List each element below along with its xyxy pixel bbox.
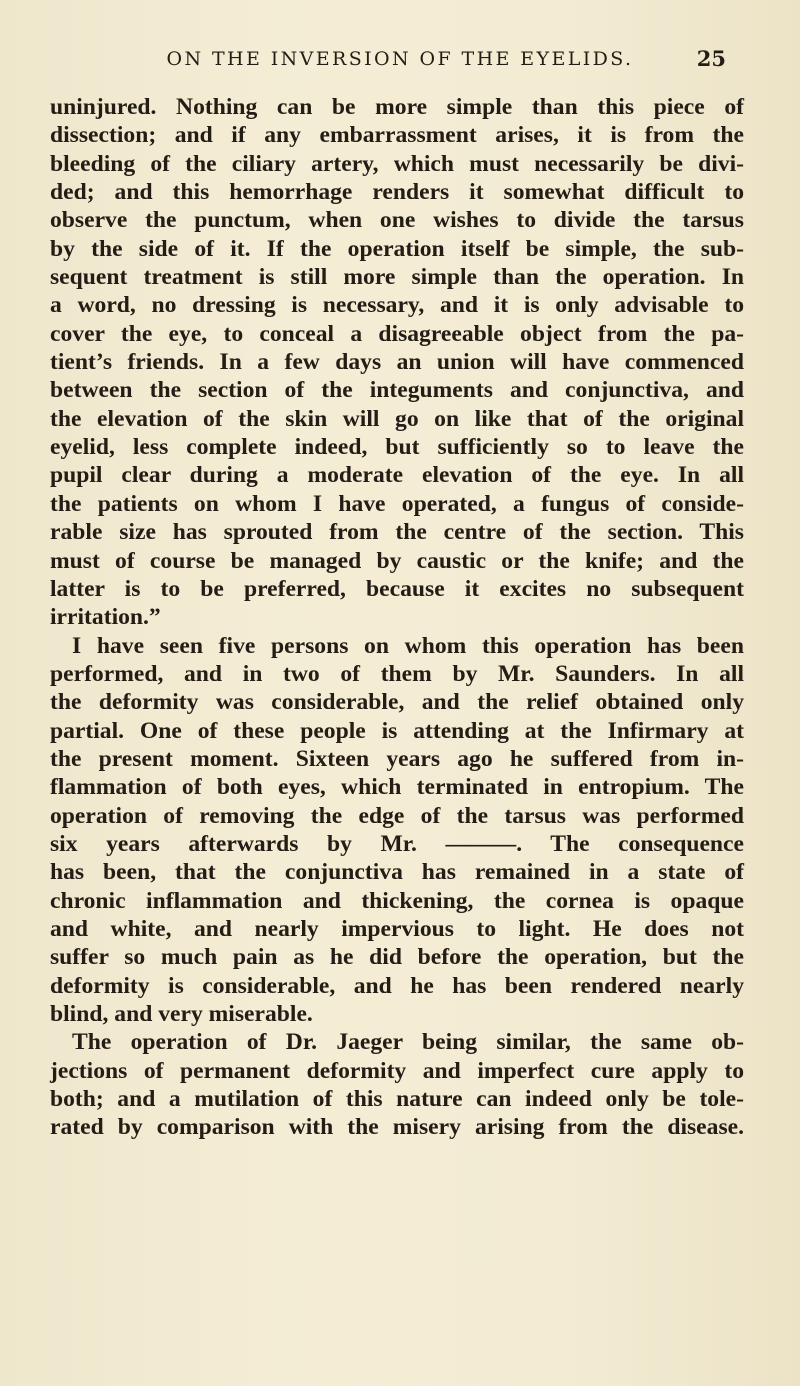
text-line: tient’s friends. In a few days an union will have commenced [50,349,744,376]
text-line: partial. One of these people is attending at the Infirmary at [50,717,744,744]
text-line: uninjured. Nothing can be more simple than this piece of [50,94,744,120]
text-line: and white, and nearly impervious to light. He does not [50,915,744,942]
text-line: observe the punctum, when one wishes to divide the tarsus [50,207,744,234]
text-line: a word, no dressing is necessary, and it is only advisable to [50,292,744,319]
text-line: chronic inflammation and thickening, the cornea is opaque [50,887,744,914]
text-line: suffer so much pain as he did before the operation, but the [50,944,744,971]
text-line: latter is to be preferred, because it excites no subsequent [50,575,744,602]
text-line: the elevation of the skin will go on like that of the original [50,405,744,432]
text-line: must of course be managed by caustic or the knife; and the [50,547,744,574]
text-line: ded; and this hemorrhage renders it somewhat difficult to [50,179,744,206]
text-line: deformity is considerable, and he has been rendered nearly [50,972,744,999]
text-line: bleeding of the ciliary artery, which must necessarily be divi- [50,150,744,177]
paragraph [50,93,744,632]
text-line: irritation.” [50,604,161,631]
text-line: sequent treatment is still more simple than the operation. In [50,264,744,291]
text-line: rated by comparison with the misery arising from the disease. [50,1114,744,1141]
text-line: the present moment. Sixteen years ago he suffered from in- [50,745,744,772]
body-text [50,93,744,1142]
text-line: rable size has sprouted from the centre of the section. This [50,519,744,546]
text-line: the deformity was considerable, and the relief obtained only [50,689,744,716]
text-line: by the side of it. If the operation itself be simple, the sub- [50,235,744,262]
text-line: the patients on whom I have operated, a fungus of conside- [50,490,744,517]
running-head [0,48,800,78]
text-line: pupil clear during a moderate elevation of the eye. In all [50,462,744,489]
text-line: cover the eye, to conceal a disagreeable object from the pa- [50,320,744,347]
text-line: operation of removing the edge of the tarsus was performed [50,802,744,829]
text-line: jections of permanent deformity and imperfect cure apply to [50,1057,744,1084]
text-line: The operation of Dr. Jaeger being similar, the same ob- [72,1029,744,1056]
text-line: eyelid, less complete indeed, but sufficiently so to leave the [50,434,744,461]
text-line: performed, and in two of them by Mr. Saunders. In all [50,660,744,687]
running-title: ON THE INVERSION OF THE EYELIDS. [166,48,634,70]
text-line: dissection; and if any embarrassment arises, it is from the [50,122,744,149]
text-line: blind, and very miserable. [50,1001,313,1027]
text-line: six years afterwards by Mr. ———. The consequence [50,830,744,857]
text-line: both; and a mutilation of this nature can indeed only be tole- [50,1086,744,1113]
page-number: 25 [696,46,726,71]
text-line: has been, that the conjunctiva has remained in a state of [50,859,744,886]
text-line: flammation of both eyes, which terminated in entropium. The [50,774,744,801]
paragraph [50,632,744,1029]
text-line: between the section of the integuments and conjunctiva, and [50,377,744,404]
text-line: I have seen five persons on whom this operation has been [72,632,744,659]
paragraph [50,1028,744,1141]
